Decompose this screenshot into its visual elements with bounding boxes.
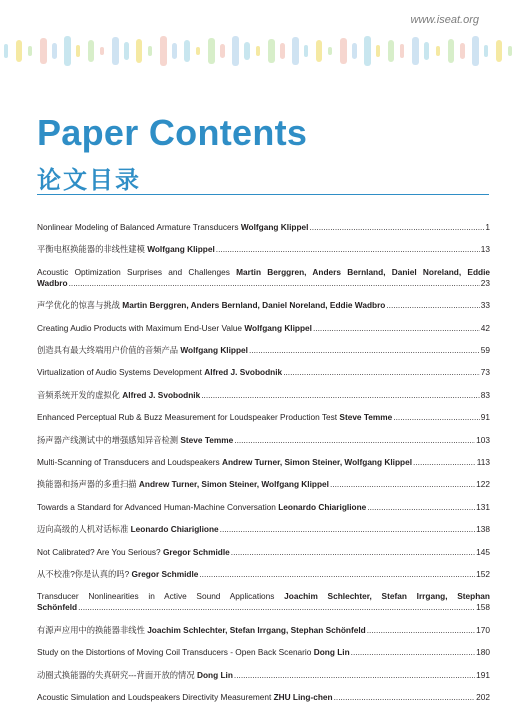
toc-entry-title: Enhanced Perceptual Rub & Buzz Measurement for Loudspeaker Production Test — [37, 412, 338, 423]
deco-bar — [352, 43, 357, 59]
toc-entry-author: ZHU Ling-chen — [273, 692, 333, 703]
toc-entry-page: 138 — [476, 524, 490, 535]
toc-entry-line1 — [37, 267, 490, 278]
toc-entry-page: 202 — [476, 692, 490, 703]
toc-entry[interactable] — [37, 345, 490, 367]
toc-entry[interactable] — [37, 222, 490, 244]
page-subtitle: 论文目录 — [37, 167, 141, 194]
deco-bar — [196, 47, 200, 55]
toc-entry-page: 23 — [480, 277, 490, 288]
deco-bar — [304, 45, 308, 57]
toc-entry[interactable] — [37, 692, 490, 714]
deco-bar — [484, 45, 488, 57]
deco-bar — [52, 43, 57, 59]
toc-entry-author: Gregor Schmidle — [162, 546, 230, 557]
deco-bar — [16, 40, 22, 62]
toc-entry-line1 — [37, 591, 490, 602]
deco-bar — [148, 46, 152, 56]
toc-entry-title: Transducer Nonlinearities in Active Sound Applications — [37, 591, 275, 602]
toc-entry-page: 83 — [480, 389, 490, 400]
deco-bar — [376, 45, 380, 57]
toc-entry-title: 动圈式换能器的失真研究---背面开放的情况 — [37, 669, 195, 680]
deco-bar — [184, 40, 190, 62]
deco-bar — [208, 38, 215, 64]
toc-entry-page: 158 — [476, 602, 490, 613]
toc-dot-leader — [367, 625, 475, 636]
toc-entry-page: 180 — [476, 647, 490, 658]
toc-entry-line2 — [37, 602, 490, 613]
toc-entry[interactable] — [37, 625, 490, 647]
toc-entry-title: Acoustic Simulation and Loudspeakers Directivity Measurement — [37, 692, 272, 703]
toc-entry-page: 103 — [476, 434, 490, 445]
toc-entry-title: 平衡电枢换能器的非线性建模 — [37, 244, 145, 255]
deco-bar — [88, 40, 94, 62]
toc-dot-leader — [334, 692, 476, 703]
title-divider — [37, 194, 489, 195]
deco-bar — [340, 38, 347, 64]
toc-entry-page: 73 — [480, 367, 490, 378]
deco-bar — [436, 46, 440, 56]
deco-bar — [76, 45, 80, 57]
toc-entry-page: 33 — [480, 300, 490, 311]
toc-entry-line2 — [37, 278, 490, 289]
toc-dot-leader — [201, 390, 480, 401]
toc-entry-author: Gregor Schmidle — [131, 568, 199, 579]
deco-bar — [100, 47, 104, 55]
toc-entry-author: Wolfgang Klippel — [240, 222, 309, 232]
deco-bar — [448, 39, 454, 63]
toc-entry-author: Wolfgang Klippel — [180, 345, 248, 356]
toc-entry[interactable] — [37, 547, 490, 569]
deco-bar — [460, 43, 465, 59]
toc-entry-author: Wolfgang Klippel — [147, 244, 215, 255]
deco-bar — [4, 44, 8, 58]
deco-bar — [472, 36, 479, 66]
toc-entry-title: Nonlinear Modeling of Balanced Armature Transducers — [37, 222, 239, 232]
deco-bar — [496, 40, 502, 62]
toc-entry-author: Martin Berggren, Anders Bernland, Daniel Noreland, Eddie Wadbro — [122, 300, 386, 311]
toc-entry-page: 191 — [476, 669, 490, 680]
toc-entry-author: Dong Lin — [196, 669, 233, 680]
toc-entry[interactable] — [37, 569, 490, 591]
toc-entry-page: 122 — [476, 479, 490, 490]
deco-bar — [268, 39, 275, 63]
toc-entry-title: Virtualization of Audio Systems Development — [37, 367, 202, 378]
toc-entry-author: Joachim Schlechter, Stefan Irrgang, Stephan Schönfeld — [147, 624, 366, 635]
deco-bar — [364, 36, 371, 66]
toc-entry[interactable] — [37, 435, 490, 457]
toc-entry-author: Andrew Turner, Simon Steiner, Wolfgang Klippel — [138, 479, 329, 490]
toc-entry-title: Not Calibrated? Are You Serious? — [37, 546, 161, 557]
toc-entry-author: Wolfgang Klippel — [244, 322, 312, 333]
toc-entry-author: Leonardo Chiariglione — [278, 501, 367, 512]
deco-bar — [256, 46, 260, 56]
toc-entry[interactable] — [37, 457, 490, 479]
deco-bar — [172, 43, 177, 59]
toc-entry[interactable] — [37, 300, 490, 322]
page-title: Paper Contents — [37, 112, 308, 153]
toc-entry-title: 有源声应用中的换能器非线性 — [37, 624, 145, 635]
toc-entry-page: 170 — [476, 624, 490, 635]
deco-bar — [64, 36, 71, 66]
toc-entry-author-continued: Wadbro — [37, 277, 68, 288]
deco-bar — [244, 42, 250, 60]
toc-entry-page: 152 — [476, 568, 490, 579]
toc-entry-author: Dong Lin — [313, 647, 350, 658]
toc-entry-title: 从不校准?你是认真的吗? — [37, 568, 130, 579]
toc-dot-leader — [78, 602, 475, 613]
toc-dot-leader — [393, 412, 479, 423]
toc-entry-page: 113 — [476, 457, 490, 468]
toc-entry-author: Leonardo Chiariglione — [130, 524, 219, 535]
site-url[interactable]: www.iseat.org — [410, 14, 479, 26]
toc-entry-page: 91 — [480, 412, 490, 423]
toc-entry-title: 声学优化的惊喜与挑战 — [37, 300, 120, 311]
toc-dot-leader — [367, 502, 475, 513]
toc-dot-leader — [249, 345, 480, 356]
deco-bar — [28, 46, 32, 56]
toc-dot-leader — [309, 222, 484, 233]
toc-entry-title: Acoustic Optimization Surprises and Challenges — [37, 266, 230, 277]
toc-dot-leader — [351, 647, 476, 658]
toc-entry-page: 13 — [480, 244, 490, 255]
deco-bar — [292, 37, 299, 65]
toc-entry-title: Creating Audio Products with Maximum End-User Value — [37, 322, 243, 333]
toc-entry[interactable] — [37, 524, 490, 546]
deco-bar — [280, 43, 285, 59]
toc-entry-title: Study on the Distortions of Moving Coil Transducers - Open Back Scenario — [37, 647, 312, 658]
toc-entry[interactable] — [37, 244, 490, 266]
toc-entry-page: 131 — [476, 501, 490, 512]
toc-entry[interactable] — [37, 323, 490, 345]
deco-bar — [124, 42, 129, 60]
toc-dot-leader — [234, 670, 475, 681]
deco-bar — [328, 47, 332, 55]
toc-dot-leader — [234, 435, 475, 446]
deco-bar — [220, 44, 225, 58]
toc-dot-leader — [283, 367, 480, 378]
toc-dot-leader — [220, 524, 476, 535]
toc-entry[interactable] — [37, 267, 490, 301]
toc-entry-title: 扬声器产线测试中的增强感知异音检测 — [37, 434, 179, 445]
deco-bar — [424, 42, 429, 60]
toc-entry-title: Towards a Standard for Advanced Human-Machine Conversation — [37, 501, 276, 512]
toc-entry[interactable] — [37, 479, 490, 501]
deco-bar — [136, 39, 142, 63]
toc-entry-title: Multi-Scanning of Transducers and Loudspeakers — [37, 457, 220, 468]
toc-entry-title: 音频系统开发的虚拟化 — [37, 389, 120, 400]
deco-bar — [232, 36, 239, 66]
toc-entry-title: 换能器和扬声器的多重扫描 — [37, 479, 137, 490]
toc-entry-author: Alfred J. Svobodnik — [122, 389, 201, 400]
toc-entry-title: 创造具有最大终端用户价值的音频产品 — [37, 345, 179, 356]
toc-entry-author: Steve Temme — [180, 434, 234, 445]
deco-bar — [40, 38, 47, 64]
deco-bar — [400, 44, 404, 58]
toc-entry-author: Martin Berggren, Anders Bernland, Daniel Noreland, Eddie — [236, 266, 490, 277]
toc-dot-leader — [313, 323, 480, 334]
deco-bar — [508, 46, 512, 56]
deco-bar — [160, 36, 167, 66]
toc-dot-leader — [231, 547, 475, 558]
toc-dot-leader — [413, 457, 476, 468]
toc-dot-leader — [69, 278, 480, 289]
toc-entry-page: 42 — [480, 322, 490, 333]
toc-entry[interactable] — [37, 367, 490, 389]
toc-dot-leader — [386, 300, 479, 311]
decorative-stripe-pattern — [0, 34, 520, 68]
toc-entry-author: Alfred J. Svobodnik — [204, 367, 283, 378]
table-of-contents — [37, 222, 490, 714]
deco-bar — [316, 40, 322, 62]
deco-bar — [112, 37, 119, 65]
toc-entry-page: 59 — [480, 345, 490, 356]
toc-entry-title: 迈向高级的人机对话标准 — [37, 524, 129, 535]
toc-entry-author: Steve Temme — [339, 412, 393, 423]
toc-entry-author: Joachim Schlechter, Stefan Irrgang, Stephan — [284, 591, 490, 602]
deco-bar — [412, 37, 419, 65]
toc-entry-page: 1 — [485, 222, 490, 232]
toc-dot-leader — [199, 569, 475, 580]
toc-entry[interactable] — [37, 390, 490, 412]
toc-entry-author-continued: Schönfeld — [37, 602, 78, 613]
toc-dot-leader — [330, 479, 475, 490]
toc-entry[interactable] — [37, 591, 490, 625]
toc-entry[interactable] — [37, 502, 490, 524]
toc-dot-leader — [216, 244, 480, 255]
toc-entry-author: Andrew Turner, Simon Steiner, Wolfgang Klippel — [221, 457, 413, 468]
toc-entry-page: 145 — [476, 546, 490, 557]
toc-entry[interactable] — [37, 647, 490, 669]
toc-entry[interactable] — [37, 412, 490, 434]
deco-bar — [388, 40, 394, 62]
